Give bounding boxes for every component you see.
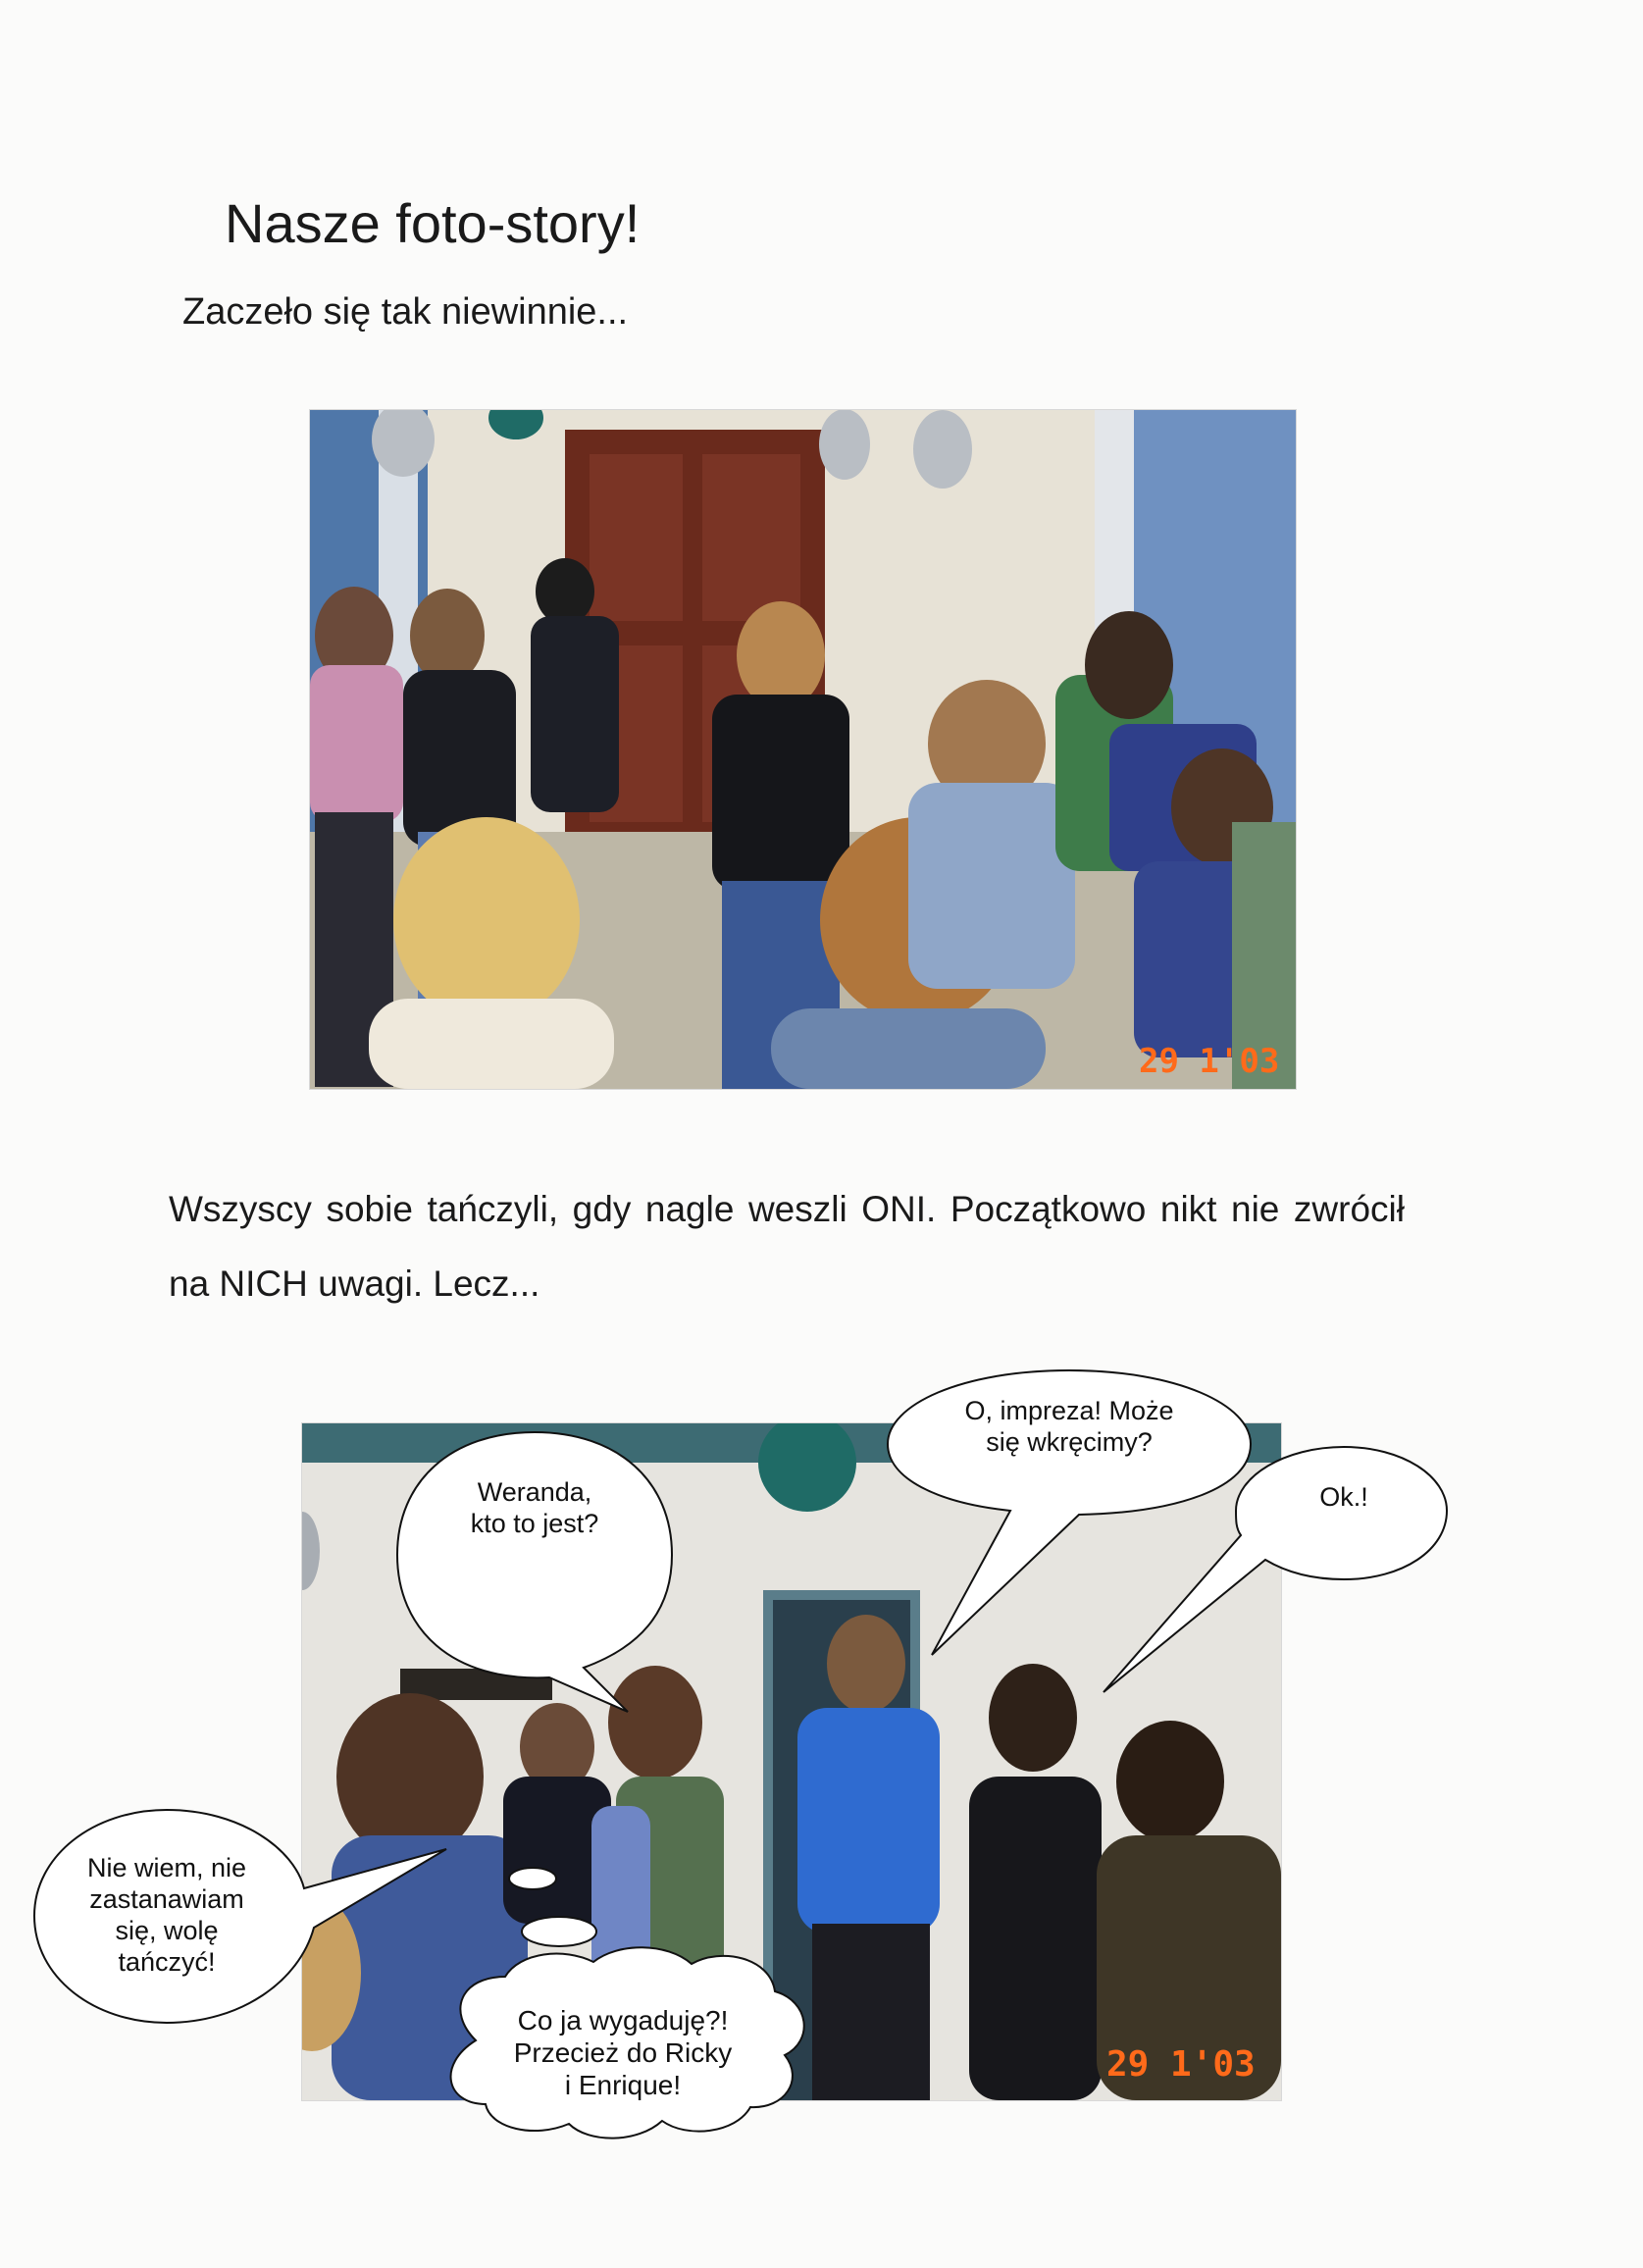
speech-bubble-nie-wiem — [29, 1805, 451, 2031]
date-stamp-2: 29 1'03 — [1106, 2044, 1256, 2085]
speech-bubble-weranda — [392, 1427, 677, 1722]
speech-bubble-ok — [1099, 1442, 1452, 1697]
page-subtitle: Zaczeło się tak niewinnie... — [182, 291, 629, 333]
bubble-text-ok: Ok.! — [1319, 1482, 1368, 1512]
bubble-text-weranda: Weranda, kto to jest? — [470, 1477, 599, 1538]
party-photo-1 — [310, 410, 1296, 1089]
bubble-text-co-ja: Co ja wygaduję?! Przecież do Ricky i Enrique! — [513, 2005, 733, 2100]
date-stamp-1: 29 1'03 — [1139, 1042, 1280, 1081]
bubble-text-nie-wiem: Nie wiem, nie zastanawiam się, wolę tańczyć! — [86, 1853, 247, 1977]
bubble-text-impreza: O, impreza! Może się wkręcimy? — [964, 1396, 1174, 1457]
thought-bubble-co-ja — [407, 1854, 829, 2148]
page-title: Nasze foto-story! — [225, 192, 641, 254]
story-paragraph: Wszyscy sobie tańczyli, gdy nagle weszli ONI. Początkowo nikt nie zwrócił na NICH uwagi. Lecz... — [169, 1189, 1405, 1304]
